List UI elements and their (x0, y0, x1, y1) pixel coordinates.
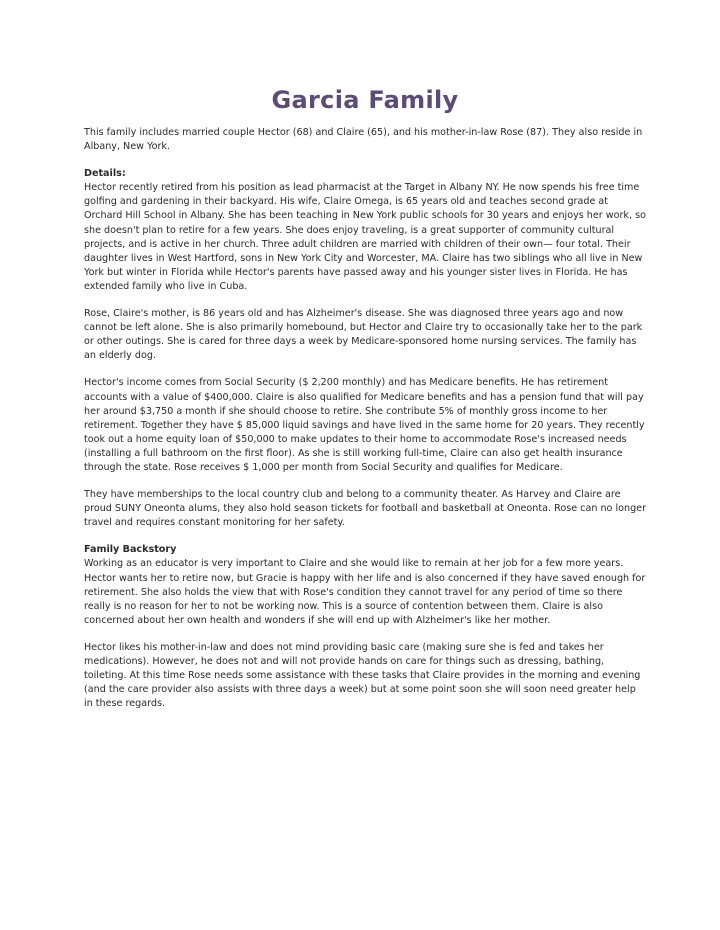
document-page (84, 86, 646, 724)
details-paragraph-2: Rose, Claire's mother, is 86 years old and has Alzheimer's disease. She was diagnosed three years ago and now cannot be left alone. She is also primarily homebound, but Hector and Claire try to occasionally take her to the park or other outings. She is cared for three days a week by Medicare-sponsored home nursing services. The family has an elderly dog. (84, 308, 643, 362)
backstory-paragraph-2: Hector likes his mother-in-law and does not mind providing basic care (making sure she is fed and takes her medications). However, he does not and will not provide hands on care for things such as dressing, bathing, toileting. At this time Rose needs some assistance with these tasks that Claire provides in the morning and evening (and the care provider also assists with three days a week) but at some point soon she will soon need greater help in these regards. (84, 641, 641, 710)
details-paragraph-4: They have memberships to the local country club and belong to a community theater. As Harvey and Claire are proud SUNY Oneonta alums, they also hold season tickets for football and basketball at Oneonta. Rose can no longer travel and requires constant monitoring for her safety. (84, 489, 647, 529)
intro-paragraph: This family includes married couple Hector (68) and Claire (65), and his mother-in-law Rose (87). They also reside in Albany, New York. (84, 127, 643, 153)
document-title: Garcia Family (271, 86, 459, 114)
details-paragraph-1: Hector recently retired from his position as lead pharmacist at the Target in Albany NY. He now spends his free time golfing and gardening in their backyard. His wife, Claire Omega, is 65 years old and teaches second grade at Orchard Hill School in Albany. She has been teaching in New York public schools for 30 years and enjoys her work, so she doesn't plan to retire for a few years. She does enjoy traveling, is a great supporter of community cultural projects, and is active in her church. Three adult children are married with children of their own— four total. Their daughter lives in West Hartford, sons in New York City and Worcester, MA. Claire has two siblings who all live in New York but winter in Florida while Hector's parents have passed away and his younger sister lives in Florida. He has extended family who live in Cuba. (84, 182, 646, 292)
details-paragraph-3: Hector's income comes from Social Security ($ 2,200 monthly) and has Medicare benefits. He has retirement accounts with a value of $400,000. Claire is also qualified for Medicare benefits and has a pension fund that will pay her around $3,750 a month if she should choose to retire. She contribute 5% of monthly gross income to her retirement. Together they have $ 85,000 liquid savings and have lived in the same home for 20 years. They recently took out a home equity loan of $50,000 to make updates to their home to accommodate Rose's increased needs (installing a full bathroom on the first floor). As she is still working full-time, Claire can also get health insurance through the state. Rose receives $ 1,000 per month from Social Security and qualifies for Medicare. (84, 377, 645, 473)
backstory-paragraph-1: Working as an educator is very important to Claire and she would like to remain at her job for a few more years. Hector wants her to retire now, but Gracie is happy with her life and is also concerned if they have saved enough for retirement. She also holds the view that with Rose's condition they cannot travel for any period of time so there really is no reason for her to not be working now. This is a source of contention between them. Claire is also concerned about her own health and wonders if she will end up with Alzheimer's like her mother. (84, 558, 646, 626)
details-heading: Details: (84, 168, 126, 180)
backstory-heading: Family Backstory (84, 544, 177, 556)
